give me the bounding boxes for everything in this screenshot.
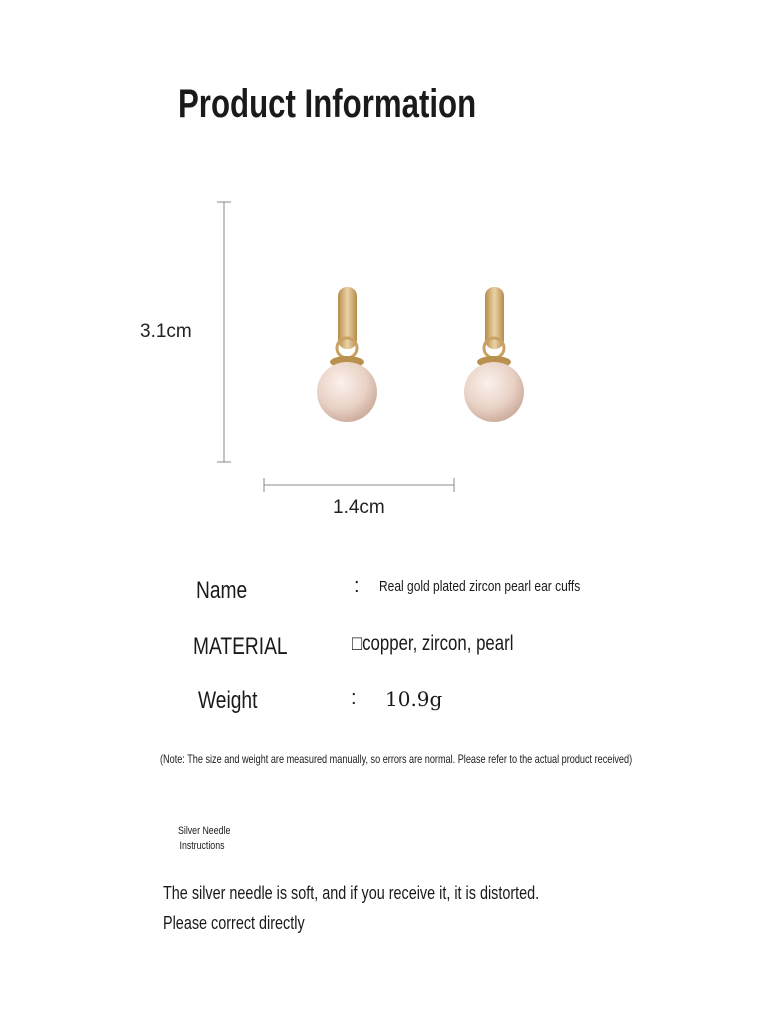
height-dimension-line xyxy=(217,202,231,462)
earring-left xyxy=(317,287,377,422)
instructions-line1: The silver needle is soft, and if you receive it, it is distorted. xyxy=(163,883,540,903)
spec-label-material: MATERIAL xyxy=(193,633,288,660)
spec-separator-weight: : xyxy=(351,687,357,709)
width-dimension-line xyxy=(264,478,454,492)
measurement-note: (Note: The size and weight are measured manually, so errors are normal. Please refer to the actual product received) xyxy=(160,752,633,766)
instructions-line2: Please correct directly xyxy=(163,913,305,933)
instructions-heading xyxy=(172,825,232,852)
spec-label-weight: Weight xyxy=(198,687,258,714)
earring-right xyxy=(464,287,524,422)
instructions-heading-line1: Silver Needle xyxy=(178,825,231,837)
spec-value-material: □copper, zircon, pearl xyxy=(352,632,514,655)
spec-label-name: Name xyxy=(196,577,248,604)
instructions-heading-line2: Instructions xyxy=(179,840,225,852)
spec-value-weight: 10.9g xyxy=(385,687,443,711)
width-label: 1.4cm xyxy=(333,497,385,518)
height-label: 3.1cm xyxy=(140,321,192,342)
page-title: Product Information xyxy=(178,82,477,126)
spec-separator-name: : xyxy=(354,575,360,597)
spec-value-name: Real gold plated zircon pearl ear cuffs xyxy=(379,578,581,595)
